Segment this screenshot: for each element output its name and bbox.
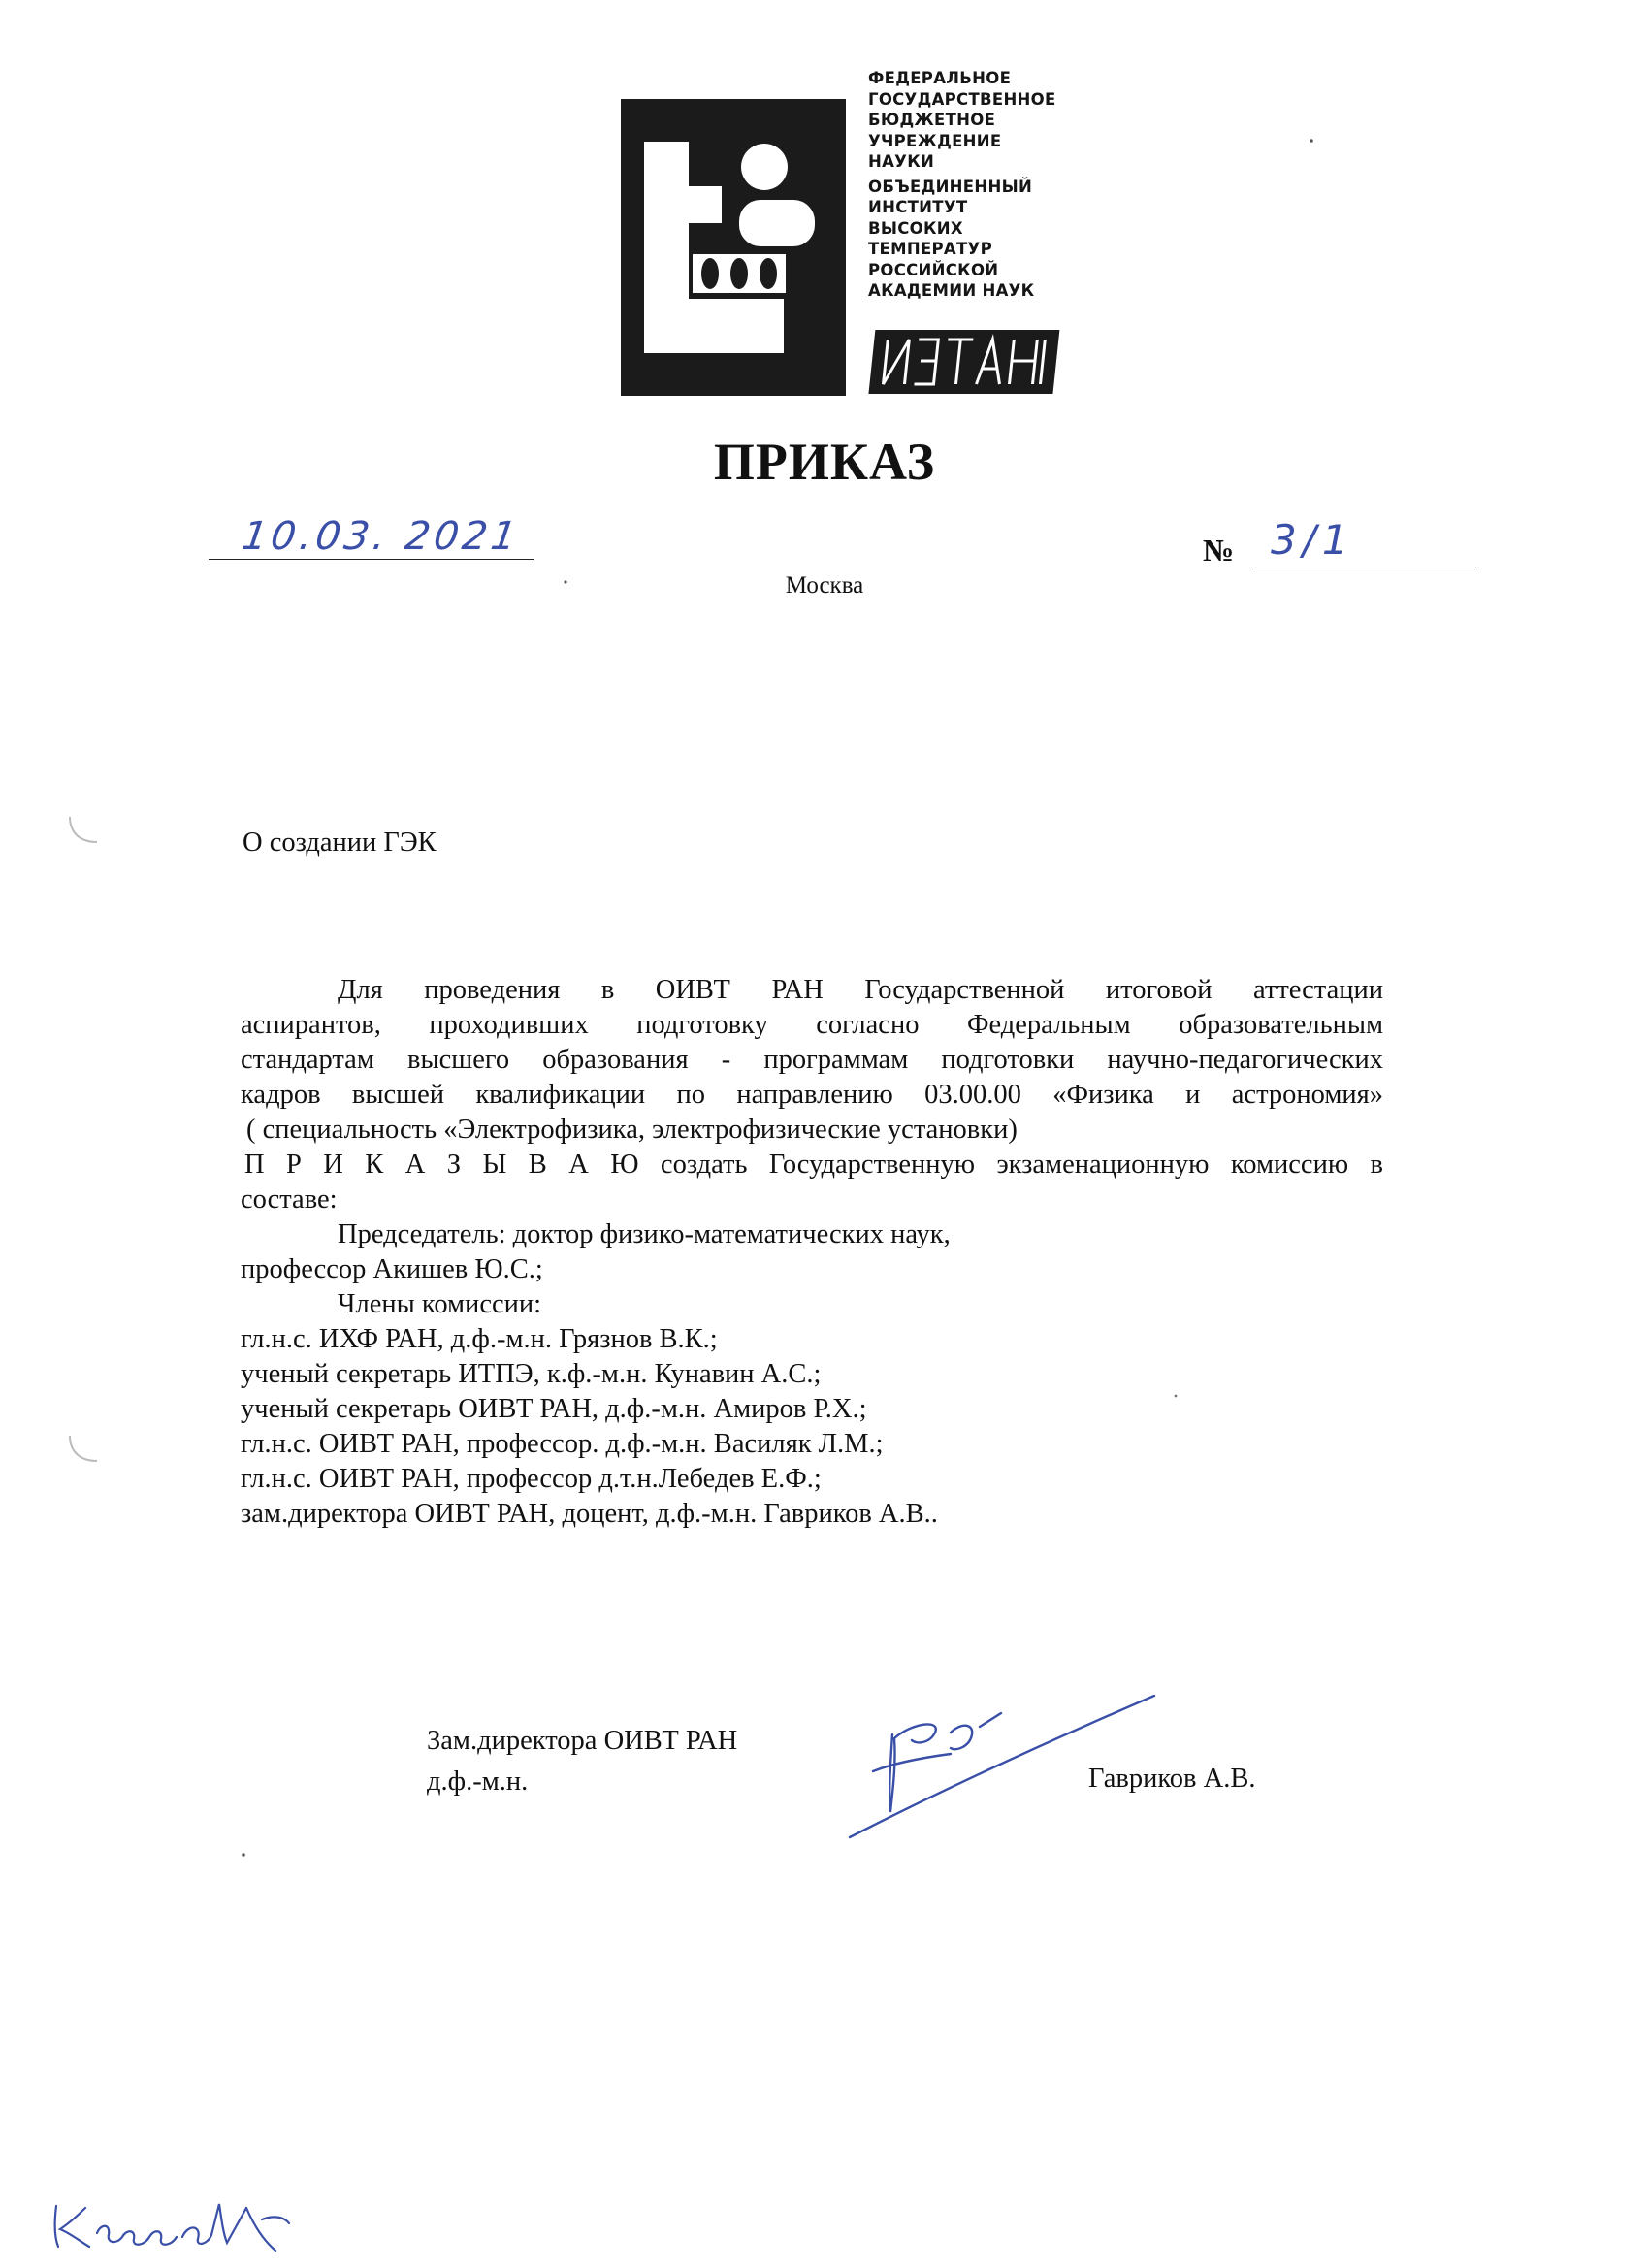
org-line: ВЫСОКИХ [868,218,963,238]
org-line: РОССИЙСКОЙ [868,260,999,279]
handwritten-note [47,2194,299,2254]
body-line: ученый секретарь ИТПЭ, к.ф.-м.н. Кунавин А.С.; [241,1359,822,1389]
org-line: УЧРЕЖДЕНИЕ [868,131,1002,150]
org-line: НАУКИ [868,152,935,171]
document-title: ПРИКАЗ [713,433,936,491]
body-line: Для проведения в ОИВТ РАН Государственной итоговой аттестации [338,975,1383,1005]
signatory-name: Гавриков А.В. [1088,1764,1256,1794]
logo-wordmark [868,324,1067,400]
body-line: ( специальность «Электрофизика, электрофизические установки) [246,1115,1018,1145]
org-line: ИНСТИТУТ [868,198,968,216]
body-line: гл.н.с. ИХФ РАН, д.ф.-м.н. Грязнов В.К.; [241,1324,718,1354]
institute-logo [621,99,846,396]
signatory-position [427,1721,737,1802]
body-line: профессор Акишев Ю.С.; [241,1254,543,1284]
org-line: ГОСУДАРСТВЕННОЕ [868,89,1056,109]
number-label: № [1203,533,1235,567]
city: Москва [785,572,864,599]
body-line: аспирантов, проходивших подготовку согласно Федеральным образовательным [241,1010,1383,1040]
handwritten-mark-icon [47,2194,299,2254]
order-date: 10.03. 2021 [239,514,523,559]
body-line: зам.директора ОИВТ РАН, доцент, д.ф.-м.н. Гавриков А.В.. [241,1499,938,1529]
org-line: ОБЪЕДИНЕННЫЙ [868,177,1033,196]
ti-emblem-icon [621,99,846,396]
signatory-position-line: Зам.директора ОИВТ РАН [427,1726,738,1756]
organization-name [868,68,1056,302]
order-number: 3/1 [1271,516,1354,564]
date-underline [209,559,534,560]
signatory-degree: д.ф.-м.н. [427,1766,529,1797]
org-line: БЮДЖЕТНОЕ [868,111,996,129]
body-line: Председатель: доктор физико-математических наук, [338,1219,951,1249]
org-line: ТЕМПЕРАТУР [868,240,992,258]
org-line: АКАДЕМИИ НАУК [868,281,1035,300]
body-line: стандартам высшего образования - программам подготовки научно-педагогических [241,1045,1383,1075]
body-line: Члены комиссии: [338,1289,542,1319]
body-line: П Р И К А З Ы В А Ю создать Государственную экзаменационную комиссию в [244,1150,1383,1180]
body-line: кадров высшей квалификации по направлению 03.00.00 «Физика и астрономия» [241,1080,1383,1110]
order-body [241,973,1383,1532]
body-line: составе: [241,1184,338,1215]
body-line: гл.н.с. ОИВТ РАН, профессор. д.ф.-м.н. Василяк Л.М.; [241,1429,884,1459]
body-line: гл.н.с. ОИВТ РАН, профессор д.т.н.Лебедев Е.Ф.; [241,1464,822,1494]
org-line: ФЕДЕРАЛЬНОЕ [868,69,1012,87]
izvtan-wordmark-icon [868,324,1067,400]
order-subject: О создании ГЭК [242,827,436,858]
body-line: ученый секретарь ОИВТ РАН, д.ф.-м.н. Амиров Р.Х.; [241,1394,867,1424]
